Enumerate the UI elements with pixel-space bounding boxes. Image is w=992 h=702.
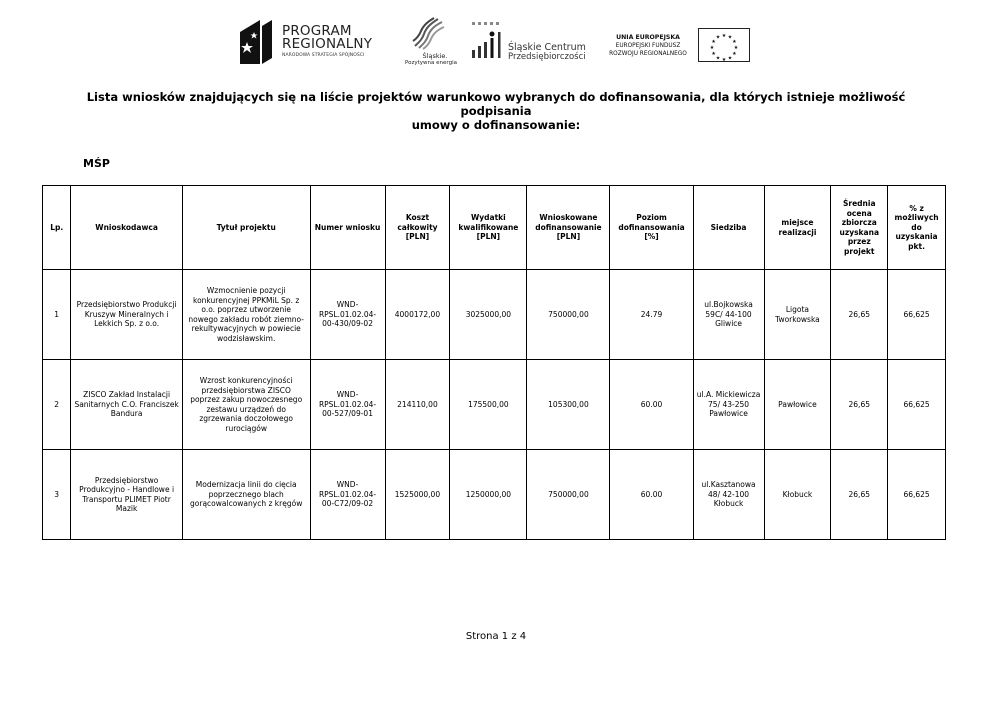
svg-text:★: ★ <box>727 55 733 61</box>
header-lp: Lp. <box>43 186 71 270</box>
cell-location: Ligota Tworkowska <box>764 270 831 360</box>
table-header-row <box>43 186 946 270</box>
header-seat: Siedziba <box>693 186 764 270</box>
cell-application-number: WND-RPSL.01.02.04-00-430/09-02 <box>310 270 385 360</box>
cell-lp: 3 <box>43 450 71 540</box>
header-eligible-expenses: Wydatki kwalifikowane [PLN] <box>450 186 527 270</box>
program-logo-line1: PROGRAM <box>282 23 352 39</box>
cell-avg-score: 26,65 <box>831 360 888 450</box>
cell-applicant: Przedsiębiorstwo Produkcji Kruszyw Mineralnych i Lekkich Sp. z o.o. <box>71 270 182 360</box>
slaskie-logo-slogan: Pozytywna energia <box>405 60 457 66</box>
svg-text:★: ★ <box>715 55 721 61</box>
header-location: miejsce realizacji <box>764 186 831 270</box>
cell-requested-funding: 750000,00 <box>527 270 610 360</box>
applications-table <box>42 185 946 540</box>
cell-funding-level: 24.79 <box>610 270 693 360</box>
header-total-cost: Koszt całkowity [PLN] <box>385 186 450 270</box>
cell-total-cost: 4000172,00 <box>385 270 450 360</box>
slaskie-centrum-logo <box>470 16 592 72</box>
cell-seat: ul.A. Mickiewicza 75/ 43-250 Pawłowice <box>693 360 764 450</box>
cell-eligible-expenses: 3025000,00 <box>450 270 527 360</box>
cell-requested-funding: 750000,00 <box>527 450 610 540</box>
cell-total-cost: 214110,00 <box>385 360 450 450</box>
cell-lp: 1 <box>43 270 71 360</box>
cell-funding-level: 60.00 <box>610 450 693 540</box>
cell-project-title: Modernizacja linii do cięcia poprzecznego blach gorącowalcowanych z kręgów <box>182 450 310 540</box>
cell-pct-points: 66,625 <box>888 270 946 360</box>
slaskie-logo-name: Śląskie. <box>422 52 448 60</box>
svg-text:★: ★ <box>732 39 737 45</box>
cell-applicant: ZISCO Zakład Instalacji Sanitarnych C.O. Franciszek Bandura <box>71 360 182 450</box>
ue-logo-line1: UNIA EUROPEJSKA <box>616 34 680 41</box>
centrum-logo-line1: Śląskie Centrum <box>508 42 586 53</box>
cell-seat: ul.Kasztanowa 48/ 42-100 Kłobuck <box>693 450 764 540</box>
cell-pct-points: 66,625 <box>888 450 946 540</box>
cell-location: Pawłowice <box>764 360 831 450</box>
cell-project-title: Wzmocnienie pozycji konkurencyjnej PPKMiL Sp. z o.o. poprzez utworzenie nowego zakładu robót ziemno-rekultywacyjnych w powiecie wodzisławskim. <box>182 270 310 360</box>
program-regionalny-text <box>282 25 372 58</box>
section-label: MŚP <box>83 157 110 170</box>
program-logo-subtitle: NARODOWA STRATEGIA SPÓJNOŚCI <box>282 53 365 58</box>
header-application-number: Numer wniosku <box>310 186 385 270</box>
header-applicant: Wnioskodawca <box>71 186 182 270</box>
cell-application-number: WND-RPSL.01.02.04-00-527/09-01 <box>310 360 385 450</box>
header-avg-score: Średnia ocena zbiorcza uzyskana przez projekt <box>831 186 888 270</box>
cell-requested-funding: 105300,00 <box>527 360 610 450</box>
document-title-line2: umowy o dofinansowanie: <box>411 118 581 132</box>
unia-europejska-logo <box>600 16 760 72</box>
cell-avg-score: 26,65 <box>831 270 888 360</box>
table-row <box>43 450 946 540</box>
ue-logo-line3: ROZWOJU REGIONALNEGO <box>609 51 687 57</box>
header-logos <box>238 16 758 72</box>
header-funding-level: Poziom dofinansowania [%] <box>610 186 693 270</box>
table-row <box>43 360 946 450</box>
cell-total-cost: 1525000,00 <box>385 450 450 540</box>
svg-text:★: ★ <box>721 33 727 39</box>
svg-text:★: ★ <box>711 39 716 45</box>
svg-text:★: ★ <box>709 45 715 51</box>
slaskie-logo <box>398 16 462 72</box>
header-pct-points: % z możliwych do uzyskania pkt. <box>888 186 946 270</box>
cell-location: Kłobuck <box>764 450 831 540</box>
document-title-line1: Lista wniosków znajdujących się na liście projektów warunkowo wybranych do dofinansowania, dla których istnieje możliwość podpisania <box>86 90 906 118</box>
svg-text:★: ★ <box>727 34 733 41</box>
header-requested-funding: Wnioskowane dofinansowanie [PLN] <box>527 186 610 270</box>
cell-funding-level: 60.00 <box>610 360 693 450</box>
cell-lp: 2 <box>43 360 71 450</box>
svg-text:★: ★ <box>721 57 727 61</box>
slaskie-wave-icon <box>412 16 446 50</box>
cell-avg-score: 26,65 <box>831 450 888 540</box>
eu-flag-icon <box>698 28 750 62</box>
ue-logo-line2: EUROPEJSKI FUNDUSZ <box>615 43 681 49</box>
centrum-bars-icon <box>470 20 506 60</box>
cell-eligible-expenses: 175500,00 <box>450 360 527 450</box>
cell-applicant: Przedsiębiorstwo Produkcyjno - Handlowe i Transportu PLIMET Piotr Mazik <box>71 450 182 540</box>
page-number: Strona 1 z 4 <box>465 631 527 642</box>
svg-text:★: ★ <box>732 51 737 57</box>
program-regionalny-logo <box>238 16 390 72</box>
cell-pct-points: 66,625 <box>888 360 946 450</box>
centrum-logo-line2: Przedsiębiorczości <box>508 52 586 62</box>
header-project-title: Tytuł projektu <box>182 186 310 270</box>
program-regionalny-emblem-icon <box>238 18 278 66</box>
table-row <box>43 270 946 360</box>
svg-text:★: ★ <box>711 51 716 57</box>
cell-project-title: Wzrost konkurencyjności przedsiębiorstwa ZISCO poprzez zakup nowoczesnego zestawu urządzeń do zgrzewania doczołowego rurociągów <box>182 360 310 450</box>
svg-text:★: ★ <box>733 45 739 51</box>
cell-seat: ul.Bojkowska 59C/ 44-100 Gliwice <box>693 270 764 360</box>
program-logo-line2: REGIONALNY <box>282 36 373 52</box>
svg-text:★: ★ <box>715 34 721 41</box>
cell-eligible-expenses: 1250000,00 <box>450 450 527 540</box>
ue-logo-text <box>600 34 696 58</box>
document-title <box>62 90 930 132</box>
cell-application-number: WND-RPSL.01.02.04-00-C72/09-02 <box>310 450 385 540</box>
